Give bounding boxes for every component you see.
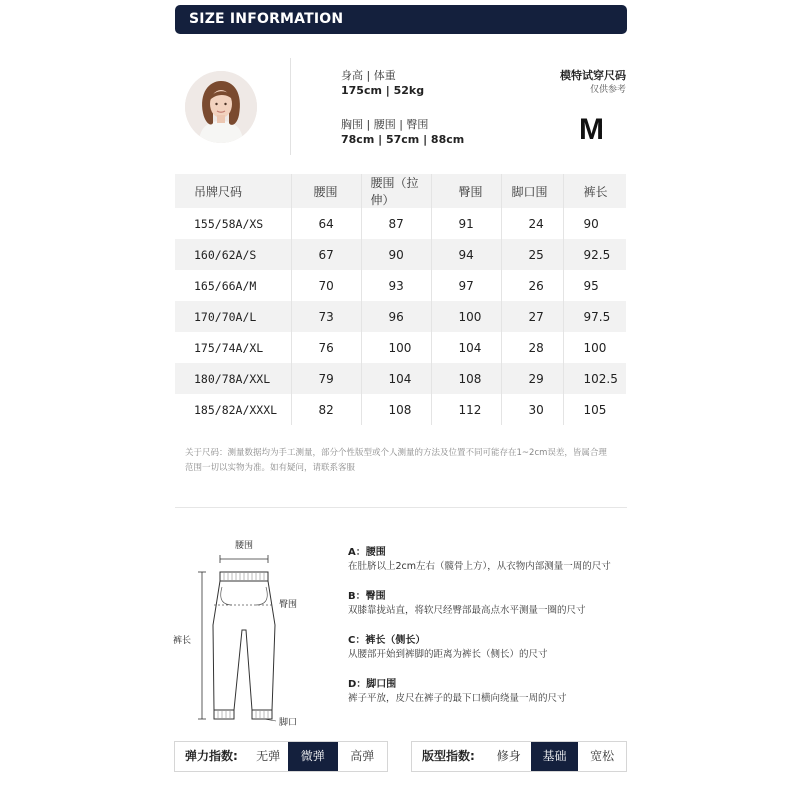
table-cell: 112 bbox=[431, 394, 501, 425]
table-cell: 76 bbox=[291, 332, 361, 363]
table-cell: 90 bbox=[361, 239, 431, 270]
pants-diagram bbox=[172, 535, 312, 735]
section-title-banner: SIZE INFORMATION bbox=[175, 5, 627, 34]
table-row bbox=[175, 363, 626, 394]
desc-cuff-text: 裤子平放，皮尺在裤子的最下口横向绕量一周的尺寸 bbox=[348, 693, 567, 704]
table-cell: 29 bbox=[501, 363, 563, 394]
table-cell: 64 bbox=[291, 208, 361, 239]
fit-option-regular[interactable]: 基础 bbox=[531, 742, 579, 771]
model-divider bbox=[290, 58, 291, 155]
table-cell: 108 bbox=[361, 394, 431, 425]
table-cell: 93 bbox=[361, 270, 431, 301]
table-cell: 87 bbox=[361, 208, 431, 239]
measurement-note bbox=[185, 446, 625, 476]
body-measure-value: 78cm | 57cm | 88cm bbox=[341, 133, 465, 146]
table-cell: 97.5 bbox=[563, 301, 626, 332]
table-cell: 100 bbox=[431, 301, 501, 332]
table-row bbox=[175, 270, 626, 301]
height-weight-label: 身高 | 体重 bbox=[341, 69, 396, 82]
table-cell: 94 bbox=[431, 239, 501, 270]
table-cell: 91 bbox=[431, 208, 501, 239]
model-fit-title: 模特试穿尺码 bbox=[560, 69, 626, 82]
section-divider bbox=[175, 507, 627, 508]
model-fit-size: M bbox=[579, 113, 604, 146]
table-cell: 100 bbox=[361, 332, 431, 363]
table-cell: 108 bbox=[431, 363, 501, 394]
elasticity-option-high[interactable]: 高弹 bbox=[350, 749, 375, 763]
desc-cuff-head: D：脚口围 bbox=[348, 679, 397, 690]
length-label: 裤长 bbox=[173, 636, 192, 646]
table-row bbox=[175, 301, 626, 332]
table-cell: 175/74A/XL bbox=[175, 332, 291, 363]
hip-label: 臀围 bbox=[279, 600, 298, 610]
table-cell: 25 bbox=[501, 239, 563, 270]
table-cell: 67 bbox=[291, 239, 361, 270]
table-row bbox=[175, 239, 626, 270]
model-fit-note: 仅供参考 bbox=[589, 85, 626, 95]
col-header: 臀围 bbox=[431, 174, 501, 208]
col-header: 腰围 bbox=[291, 174, 361, 208]
desc-hip-head: B：臀围 bbox=[348, 591, 386, 602]
table-cell: 104 bbox=[361, 363, 431, 394]
table-cell: 70 bbox=[291, 270, 361, 301]
size-table-header bbox=[175, 174, 626, 208]
size-table bbox=[175, 174, 626, 425]
fit-option-slim[interactable]: 修身 bbox=[496, 749, 521, 763]
table-row bbox=[175, 332, 626, 363]
table-cell: 92.5 bbox=[563, 239, 626, 270]
elasticity-option-slight[interactable]: 微弹 bbox=[288, 742, 338, 771]
table-cell: 90 bbox=[583, 216, 599, 231]
elasticity-index bbox=[174, 741, 388, 772]
fit-index-label: 版型指数: bbox=[422, 749, 475, 763]
note-line: 关于尺码：测量数据均为手工测量，部分个性版型或个人测量的方法及位置不同可能存在1~2cm误差，皆属合理 bbox=[185, 448, 607, 458]
col-header: 吊牌尺码 bbox=[175, 174, 291, 208]
table-cell: 165/66A/M bbox=[175, 270, 291, 301]
note-line: 范围一切以实物为准。如有疑问，请联系客服 bbox=[185, 463, 356, 473]
table-row bbox=[175, 208, 626, 239]
table-cell: 100 bbox=[583, 340, 607, 355]
table-cell: 28 bbox=[501, 332, 563, 363]
table-cell: 24 bbox=[501, 208, 563, 239]
table-cell: 82 bbox=[291, 394, 361, 425]
table-cell: 170/70A/L bbox=[175, 301, 291, 332]
height-weight-value: 175cm | 52kg bbox=[341, 84, 425, 97]
col-header: 裤长 bbox=[563, 174, 626, 208]
table-cell: 105 bbox=[583, 402, 607, 417]
table-cell: 180/78A/XXL bbox=[175, 363, 291, 394]
fit-index bbox=[411, 741, 627, 772]
table-cell: 104 bbox=[431, 332, 501, 363]
table-cell: 160/62A/S bbox=[175, 239, 291, 270]
col-header: 腰围（拉伸） bbox=[361, 174, 431, 208]
table-cell: 26 bbox=[501, 270, 563, 301]
desc-length-text: 从腰部开始到裤脚的距离为裤长（侧长）的尺寸 bbox=[348, 649, 548, 660]
elasticity-option-none[interactable]: 无弹 bbox=[256, 749, 281, 763]
col-header: 脚口围 bbox=[501, 174, 563, 208]
waist-label: 腰围 bbox=[234, 541, 254, 551]
table-cell: 155/58A/XS bbox=[175, 208, 291, 239]
elasticity-label: 弹力指数: bbox=[185, 749, 238, 763]
desc-waist-head: A：腰围 bbox=[348, 547, 386, 558]
fit-option-loose[interactable]: 宽松 bbox=[590, 749, 615, 763]
desc-length-head: C：裤长（侧长） bbox=[348, 635, 426, 646]
table-cell: 79 bbox=[291, 363, 361, 394]
desc-waist-text: 在肚脐以上2cm左右（髋骨上方），从衣物内部测量一周的尺寸 bbox=[348, 561, 611, 572]
table-cell: 102.5 bbox=[563, 363, 626, 394]
model-avatar bbox=[185, 71, 257, 143]
table-row bbox=[175, 394, 626, 425]
table-cell: 185/82A/XXXL bbox=[175, 394, 291, 425]
body-measure-label: 胸围 | 腰围 | 臀围 bbox=[341, 118, 429, 131]
table-cell: 97 bbox=[431, 270, 501, 301]
desc-hip-text: 双膝靠拢站直，将软尺经臀部最高点水平测量一圈的尺寸 bbox=[348, 605, 586, 616]
table-cell: 95 bbox=[583, 278, 599, 293]
table-cell: 96 bbox=[361, 301, 431, 332]
cuff-label: 脚口 bbox=[279, 718, 298, 728]
table-cell: 30 bbox=[501, 394, 563, 425]
table-cell: 73 bbox=[291, 301, 361, 332]
table-cell: 27 bbox=[501, 301, 563, 332]
